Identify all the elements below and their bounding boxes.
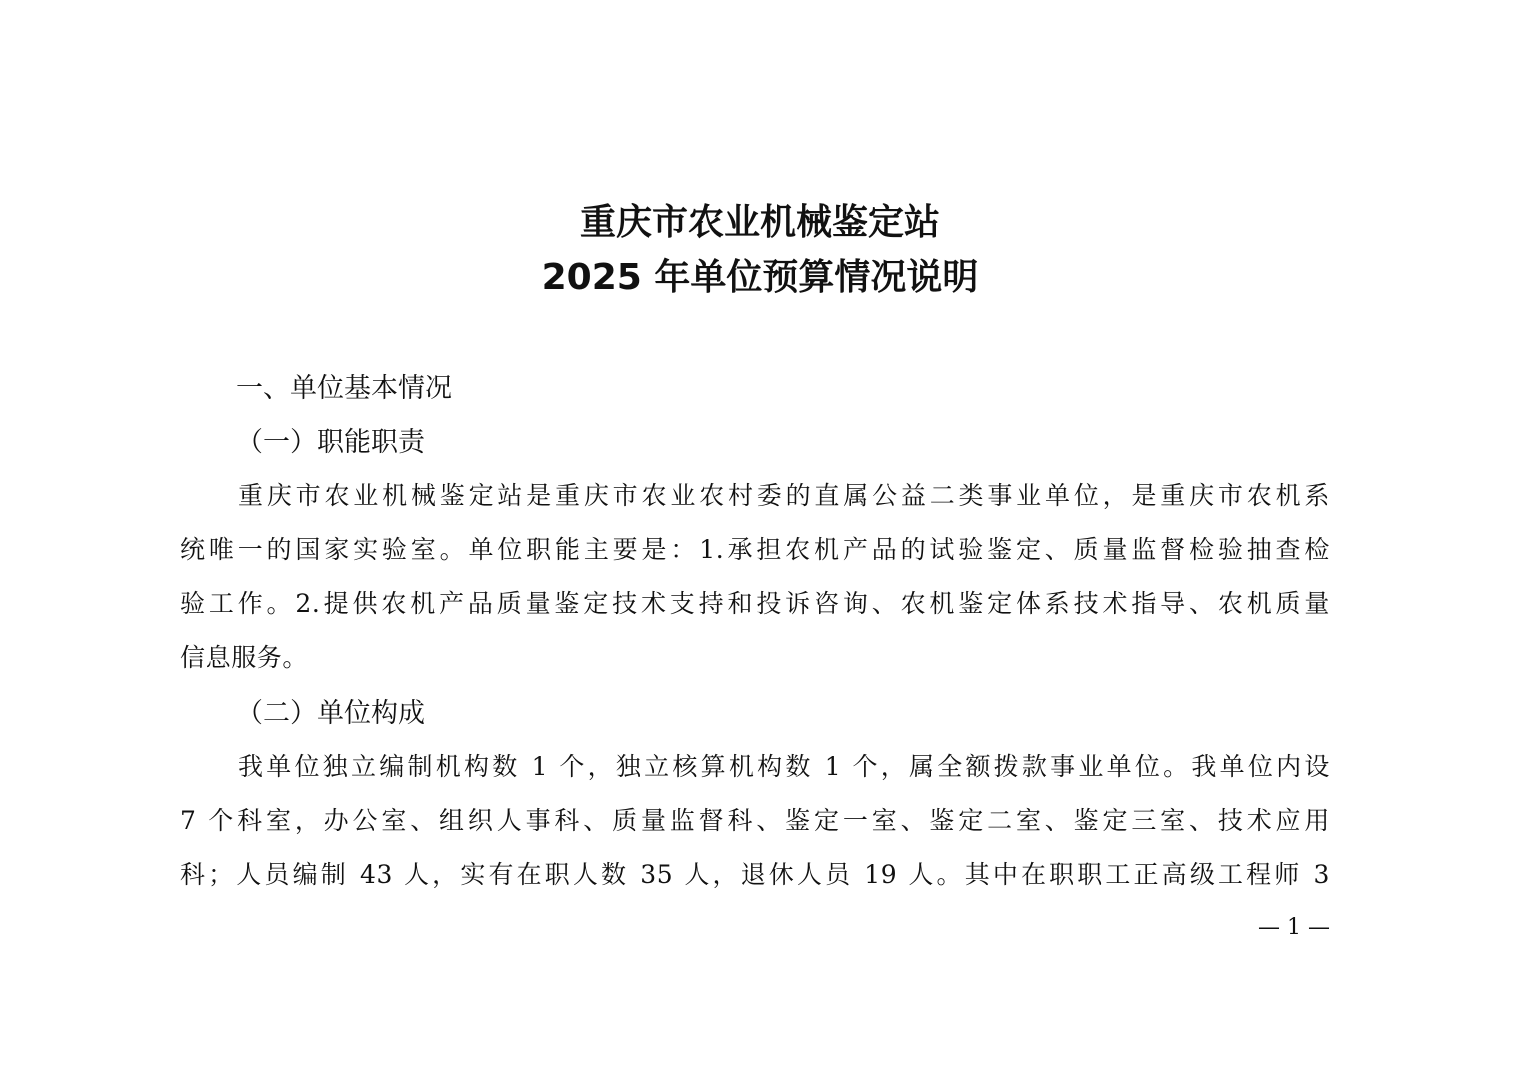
- paragraph-line: 科；人员编制 43 人，实有在职人数 35 人，退休人员 19 人。其中在职职工正高级工程师 3: [180, 860, 1330, 889]
- section-heading-basic-info: 一、单位基本情况: [236, 373, 452, 404]
- subsection-heading-composition: （二）单位构成: [236, 698, 425, 729]
- document-title-line1: 重庆市农业机械鉴定站: [579, 202, 940, 243]
- paragraph-line: 统唯一的国家实验室。单位职能主要是：1.承担农机产品的试验鉴定、质量监督检验抽查检: [180, 535, 1330, 564]
- subsection-heading-functions: （一）职能职责: [236, 427, 425, 458]
- paragraph-line: 我单位独立编制机构数 1 个，独立核算机构数 1 个，属全额拨款事业单位。我单位内设: [238, 752, 1330, 781]
- document-title-line2: 2025 年单位预算情况说明: [541, 257, 979, 298]
- paragraph-line: 重庆市农业机械鉴定站是重庆市农业农村委的直属公益二类事业单位，是重庆市农机系: [238, 481, 1330, 510]
- page-number: — 1 —: [1258, 915, 1330, 940]
- paragraph-line: 信息服务。: [180, 643, 309, 672]
- paragraph-line: 7 个科室，办公室、组织人事科、质量监督科、鉴定一室、鉴定二室、鉴定三室、技术应用: [180, 806, 1330, 835]
- paragraph-functions: [180, 469, 1330, 685]
- paragraph-composition: [180, 740, 1330, 902]
- paragraph-line: 验工作。2.提供农机产品质量鉴定技术支持和投诉咨询、农机鉴定体系技术指导、农机质量: [180, 589, 1330, 618]
